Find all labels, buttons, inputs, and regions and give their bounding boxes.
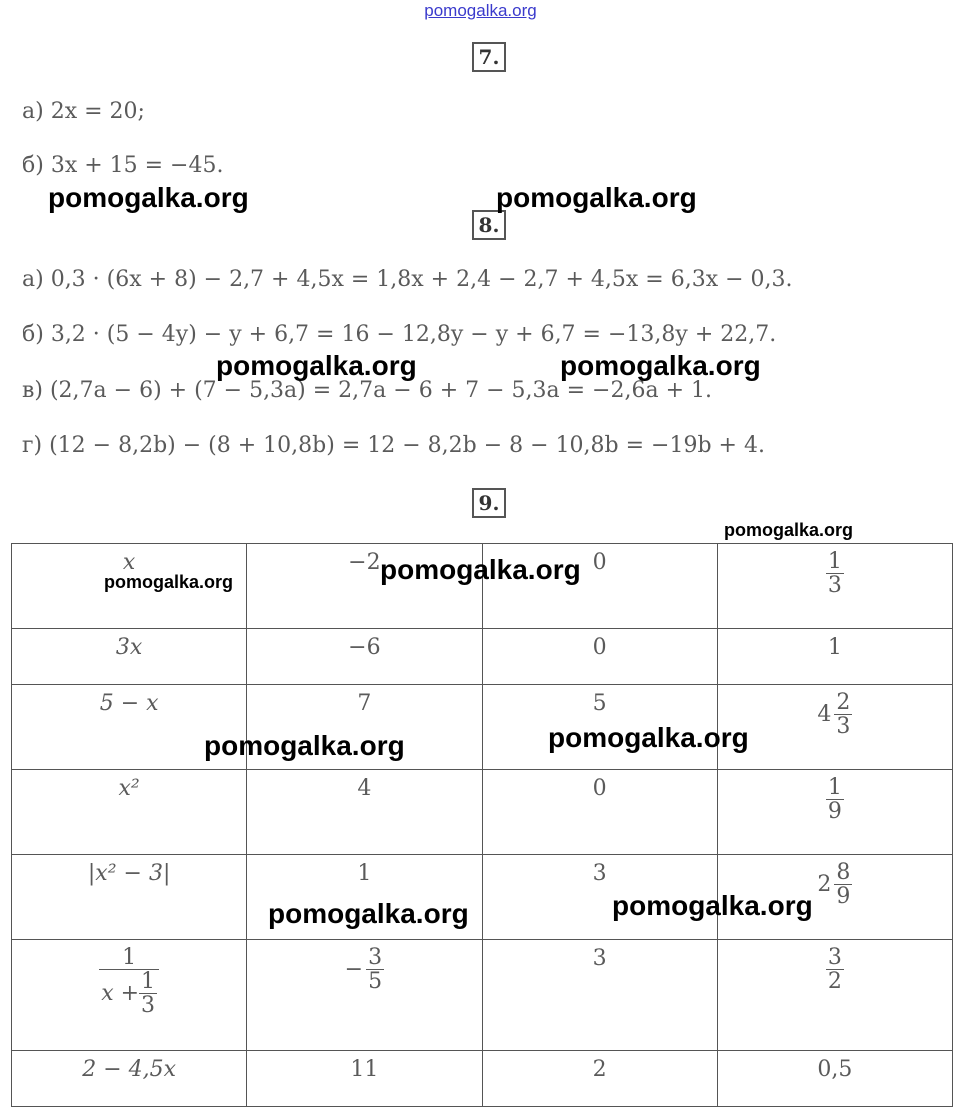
table-cell: 4	[247, 770, 482, 855]
watermark: pomogalka.org	[104, 572, 234, 592]
table-cell: 2	[482, 1051, 717, 1107]
table-cell: 1	[717, 629, 952, 685]
fraction: $\frac{1}{9}$	[827, 775, 842, 825]
watermark: pomogalka.org	[548, 722, 749, 753]
table-cell	[247, 940, 482, 1051]
table-row	[12, 1051, 953, 1107]
watermark: pomogalka.org	[560, 350, 761, 381]
task-number-8: 8.	[472, 210, 506, 240]
table-cell: 2 − 4,5x	[12, 1051, 247, 1107]
table-cell: x²	[12, 770, 247, 855]
mixed-number: 4 $\frac{2}{3}$	[817, 690, 851, 740]
watermark: pomogalka.org	[216, 350, 417, 381]
table-cell: 3	[482, 940, 717, 1051]
table-cell: 0	[482, 770, 717, 855]
task8-line-v: в) (2,7a − 6) + (7 − 5,3a) = 2,7a − 6 + 7 − 5,3a = −2,6a + 1.	[22, 378, 713, 403]
watermark: pomogalka.org	[380, 554, 581, 585]
table-cell: 3x	[12, 629, 247, 685]
table-cell: 7	[247, 685, 482, 770]
table-cell: 1	[247, 855, 482, 940]
fraction: − $\frac{3}{5}$	[344, 945, 383, 995]
table-cell: x	[12, 544, 247, 629]
table-cell: 5	[482, 685, 717, 770]
table-cell: 11	[247, 1051, 482, 1107]
table-cell: 3	[482, 855, 717, 940]
table-cell: 5 − x	[12, 685, 247, 770]
values-table	[11, 543, 953, 1107]
table-cell: 0	[482, 544, 717, 629]
table-cell: −6	[247, 629, 482, 685]
watermark: pomogalka.org	[268, 898, 469, 929]
table-cell: 0	[482, 629, 717, 685]
task8-line-b: б) 3,2 · (5 − 4y) − y + 6,7 = 16 − 12,8y − y + 6,7 = −13,8y + 22,7.	[22, 322, 777, 347]
table-cell	[717, 940, 952, 1051]
task8-line-g: г) (12 − 8,2b) − (8 + 10,8b) = 12 − 8,2b − 8 − 10,8b = −19b + 4.	[22, 433, 765, 458]
table-row	[12, 629, 953, 685]
watermark: pomogalka.org	[724, 520, 854, 540]
fraction: $\frac{3}{2}$	[827, 945, 842, 995]
table-cell: −2	[247, 544, 482, 629]
task-number-7: 7.	[472, 42, 506, 72]
watermark: pomogalka.org	[496, 182, 697, 213]
table-row	[12, 940, 953, 1051]
task8-line-a: а) 0,3 · (6x + 8) − 2,7 + 4,5x = 1,8x + 2,4 − 2,7 + 4,5x = 6,3x − 0,3.	[22, 267, 793, 292]
watermark: pomogalka.org	[204, 730, 405, 761]
mixed-number: 2 $\frac{8}{9}$	[817, 860, 851, 910]
table-cell	[717, 685, 952, 770]
site-link-top[interactable]: pomogalka.org	[424, 1, 537, 20]
table-cell	[717, 544, 952, 629]
table-row	[12, 770, 953, 855]
table-cell	[717, 770, 952, 855]
task7-line-a: а) 2x = 20;	[22, 99, 145, 124]
complex-fraction: 1 x + $\frac{1}{3}$	[99, 946, 159, 1017]
task-number-9: 9.	[472, 488, 506, 518]
watermark: pomogalka.org	[48, 182, 249, 213]
table-row	[12, 685, 953, 770]
watermark: pomogalka.org	[612, 890, 813, 921]
fraction: $\frac{1}{3}$	[827, 549, 842, 599]
table-cell: |x² − 3|	[12, 855, 247, 940]
table-cell: 0,5	[717, 1051, 952, 1107]
table-cell	[12, 940, 247, 1051]
task7-line-b: б) 3x + 15 = −45.	[22, 153, 224, 178]
